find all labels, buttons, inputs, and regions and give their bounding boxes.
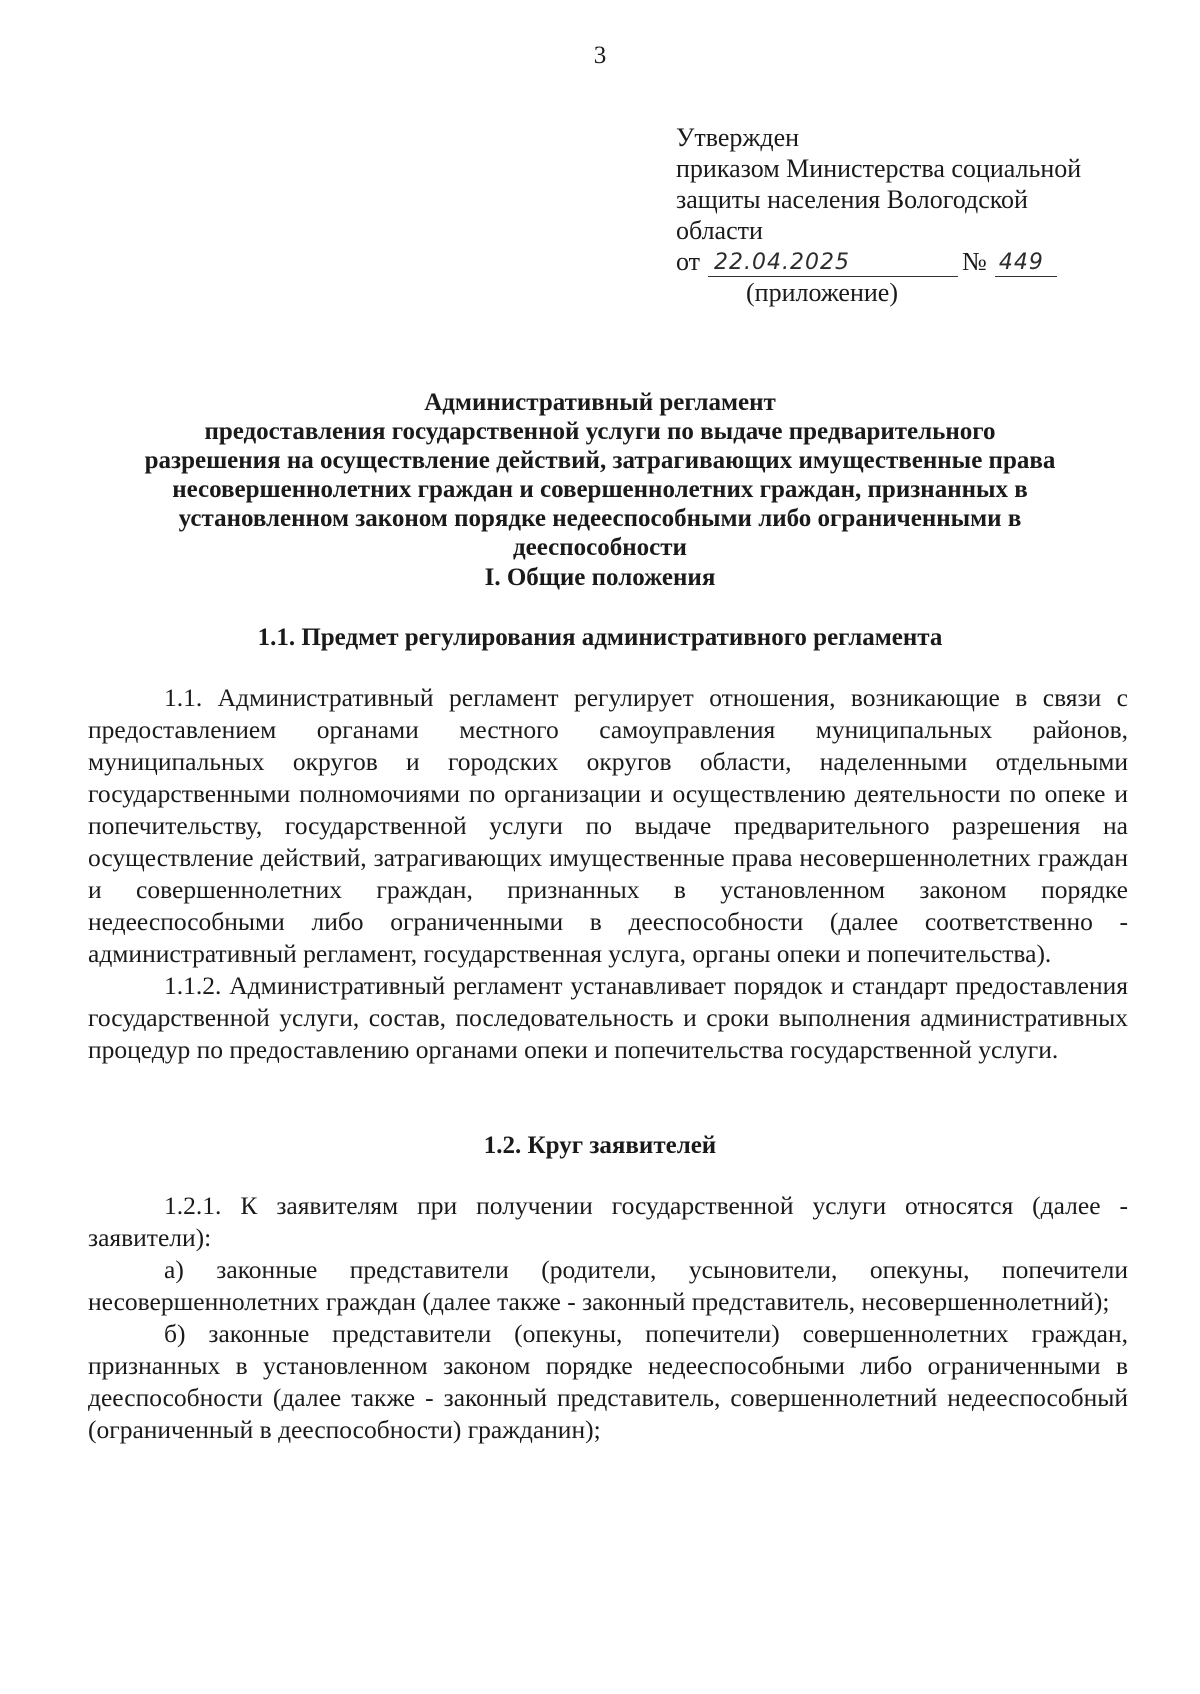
date-prefix: от bbox=[676, 247, 701, 276]
title-line: Административный регламент bbox=[424, 389, 776, 416]
number-prefix: № bbox=[962, 247, 987, 276]
title-line: несовершеннолетних граждан и совершеннолетних граждан, признанных в bbox=[172, 476, 1028, 503]
appendix-note: (приложение) bbox=[746, 278, 899, 307]
paragraph-a: а) законные представители (родители, усыновители, опекуны, попечители несовершеннолетних граждан (далее также - законный представитель, несовершеннолетний); bbox=[88, 1255, 1128, 1316]
body-block-1 bbox=[88, 682, 1128, 1066]
paragraph-1-2-1: 1.2.1. К заявителям при получении государственной услуги относятся (далее - заявители): bbox=[88, 1191, 1128, 1252]
order-date-number-line bbox=[676, 246, 1136, 277]
page-number: 3 bbox=[593, 42, 607, 69]
title-line: предоставления государственной услуги по выдаче предварительного bbox=[204, 418, 996, 445]
handwritten-date: 22.04.2025 bbox=[708, 250, 958, 277]
approval-line: приказом Министерства социальной bbox=[676, 154, 1082, 183]
paragraph-1-1: 1.1. Административный регламент регулирует отношения, возникающие в связи с предоставлением органами местного самоуправления муниципальных районов, муниципальных округов и городских округов области, наделенными отдельными государственными полномочиями по организации и осуществлению деятельности по опеке и попечительству, государственной услуги по выдаче предварительного разрешения на осуществление действий, затрагивающих имущественные права несовершеннолетних граждан и совершеннолетних граждан, признанных в установленном законом порядке недееспособными либо ограниченными в дееспособности (далее соответственно - административный регламент, государственная услуга, органы опеки и попечительства). bbox=[88, 683, 1128, 968]
approval-stamp-block bbox=[676, 122, 1136, 308]
section-heading-applicants: 1.2. Круг заявителей bbox=[483, 1132, 717, 1159]
title-line: дееспособности bbox=[513, 534, 687, 561]
paragraph-b: б) законные представители (опекуны, попечители) совершеннолетних граждан, признанных в установленном законом порядке недееспособными либо ограниченными в дееспособности (далее также - законный представитель, совершеннолетний недееспособный (ограниченный в дееспособности) гражданин); bbox=[88, 1319, 1128, 1444]
section-heading-general: I. Общие положения bbox=[484, 564, 716, 591]
handwritten-order-number: 449 bbox=[995, 250, 1057, 277]
title-line: установленном законом порядке недееспособными либо ограниченными в bbox=[178, 505, 1022, 532]
approval-line: защиты населения Вологодской bbox=[676, 185, 1028, 214]
body-block-2 bbox=[88, 1190, 1128, 1446]
section-heading-subject: 1.1. Предмет регулирования административного регламента bbox=[257, 624, 943, 651]
approval-line: области bbox=[676, 216, 763, 245]
approval-line: Утвержден bbox=[676, 123, 800, 152]
paragraph-1-1-2: 1.1.2. Административный регламент устанавливает порядок и стандарт предоставления государственной услуги, состав, последовательность и сроки выполнения административных процедур по предоставлению органами опеки и попечительства государственной услуги. bbox=[88, 971, 1128, 1064]
document-title bbox=[80, 388, 1120, 562]
title-line: разрешения на осуществление действий, затрагивающих имущественные права bbox=[144, 447, 1056, 474]
